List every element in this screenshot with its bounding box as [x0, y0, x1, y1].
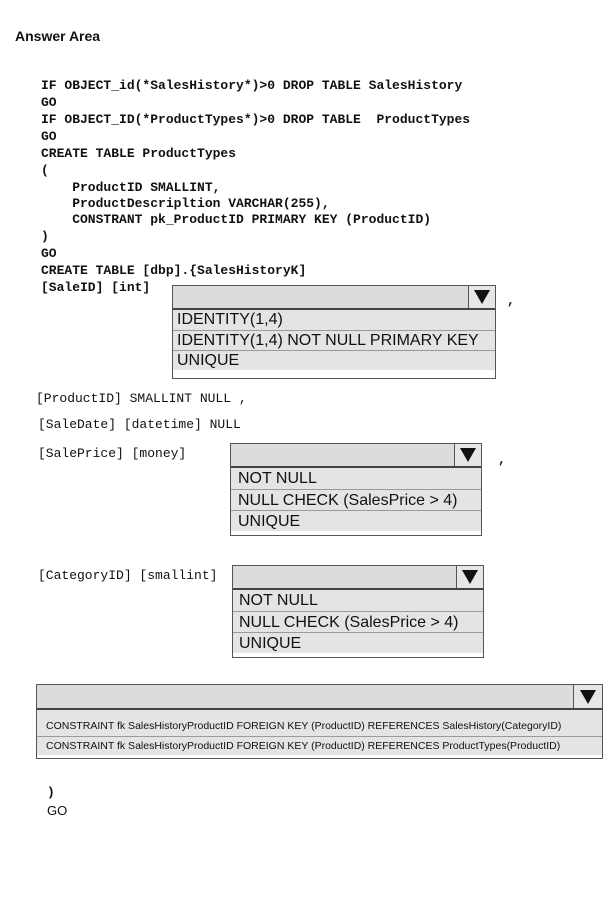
sale-price-dropdown-selected[interactable] [231, 444, 481, 468]
code-line: GO [41, 95, 57, 110]
code-line: IF OBJECT_ID(*ProductTypes*)>0 DROP TABLE ProductTypes [41, 112, 471, 127]
sale-price-options [231, 468, 481, 531]
code-line: ( [41, 163, 49, 178]
sale-price-dropdown[interactable] [230, 443, 482, 536]
sale-price-option[interactable]: NULL CHECK (SalesPrice > 4) [231, 489, 481, 510]
triangle-down-icon [460, 448, 476, 462]
constraint-dropdown[interactable] [36, 684, 603, 759]
sale-price-dropdown-toggle[interactable] [454, 444, 481, 466]
code-line: ProductDescripltion VARCHAR(255), [41, 196, 330, 211]
category-id-options [233, 590, 483, 653]
constraint-options [37, 710, 602, 755]
category-id-label: [CategoryID] [smallint] [38, 568, 218, 583]
category-id-dropdown-toggle[interactable] [456, 566, 483, 588]
code-line: CREATE TABLE [dbp].{SalesHistoryK] [41, 263, 307, 278]
triangle-down-icon [580, 690, 596, 704]
sale-id-comma: , [507, 293, 515, 308]
category-id-option[interactable]: UNIQUE [233, 632, 483, 653]
sale-price-comma: , [498, 452, 506, 467]
sale-price-label: [SalePrice] [money] [38, 446, 187, 461]
closing-go: GO [47, 803, 68, 818]
category-id-option[interactable]: NULL CHECK (SalesPrice > 4) [233, 611, 483, 632]
code-line: ) [41, 229, 49, 244]
answer-area-title: Answer Area [15, 28, 101, 44]
sale-id-option[interactable]: IDENTITY(1,4) NOT NULL PRIMARY KEY [173, 330, 495, 350]
sale-id-option[interactable]: UNIQUE [173, 350, 495, 370]
sale-id-label: [SaleID] [int] [41, 280, 151, 295]
sale-id-dropdown-selected[interactable] [173, 286, 495, 310]
code-line: GO [41, 129, 57, 144]
category-id-option[interactable]: NOT NULL [239, 592, 318, 609]
code-line: CREATE TABLE ProductTypes [41, 146, 237, 161]
category-id-dropdown[interactable] [232, 565, 484, 658]
triangle-down-icon [462, 570, 478, 584]
triangle-down-icon [474, 290, 490, 304]
product-id-line: [ProductID] SMALLINT NULL , [36, 391, 247, 406]
code-line: IF OBJECT_id(*SalesHistory*)>0 DROP TABLE SalesHistory [41, 78, 463, 93]
code-line: GO [41, 246, 57, 261]
constraint-dropdown-toggle[interactable] [573, 685, 602, 708]
sale-id-options [173, 310, 495, 370]
category-id-dropdown-selected[interactable] [233, 566, 483, 590]
constraint-option[interactable]: CONSTRAINT fk SalesHistoryProductID FOREIGN KEY (ProductID) REFERENCES ProductTypes(ProductID) [37, 736, 602, 755]
sale-id-dropdown-toggle[interactable] [468, 286, 495, 308]
constraint-option[interactable]: CONSTRAINT fk SalesHistoryProductID FOREIGN KEY (ProductID) REFERENCES SalesHistory(CategoryID) [46, 720, 562, 732]
sale-price-option[interactable]: UNIQUE [231, 510, 481, 531]
constraint-dropdown-selected[interactable] [37, 685, 602, 710]
sale-id-dropdown[interactable] [172, 285, 496, 379]
code-line: CONSTRANT pk_ProductID PRIMARY KEY (ProductID) [41, 212, 432, 227]
code-line: ProductID SMALLINT, [41, 180, 221, 195]
sale-price-option[interactable]: NOT NULL [238, 470, 317, 487]
closing-paren: ) [47, 785, 55, 800]
sale-id-option[interactable]: IDENTITY(1,4) [177, 311, 283, 328]
sale-date-line: [SaleDate] [datetime] NULL [38, 417, 241, 432]
